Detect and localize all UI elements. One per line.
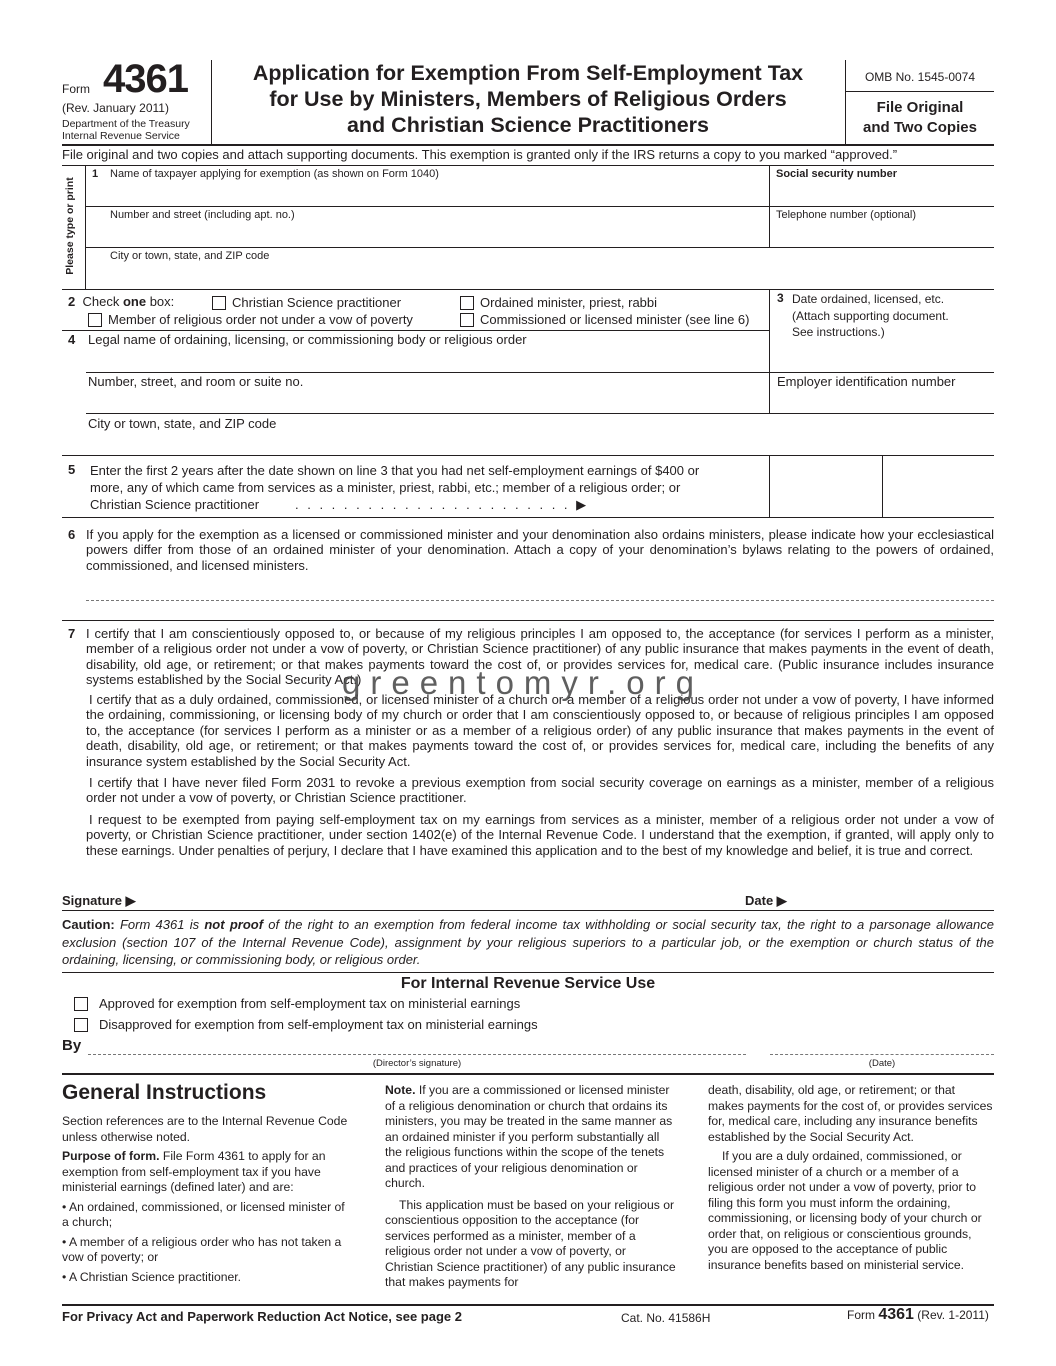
date-field[interactable]	[800, 888, 994, 910]
checkbox-ordained-minister[interactable]	[460, 296, 474, 310]
type-or-print-label: Please type or print	[64, 177, 76, 275]
option-christian-science-practitioner: Christian Science practitioner	[232, 295, 402, 310]
ordaining-body-field[interactable]	[86, 348, 769, 372]
ordaining-city-field[interactable]	[86, 432, 994, 454]
by-label: By	[62, 1037, 82, 1054]
city-label: City or town, state, and ZIP code	[110, 250, 270, 262]
file-instruction: File Original and Two Copies	[863, 99, 977, 136]
street-field[interactable]	[86, 223, 769, 247]
first-year-field[interactable]	[770, 456, 881, 516]
general-instructions-heading: General Instructions	[62, 1081, 267, 1104]
watermark: greentomyr.org	[342, 664, 704, 701]
director-signature-caption: (Director’s signature)	[372, 1058, 462, 1069]
city-field[interactable]	[86, 264, 994, 288]
instructions-column-3: death, disability, old age, or retirement; or that makes payments for the cost of, or provides services for, medical care, including any insurance benefits established by the Social Security Act. If you are a duly ordained, commissioned, or licensed minister of a church or a member of a religious order not under a vow of poverty, prior to filing this form you must inform the ordaining, commissioning, or licensing body of your church or order that, on religious or conscientious grounds, you are opposed to the acceptance of public insurance benefits based on ministerial service.	[708, 1083, 993, 1272]
certification-4: I request to be exempted from paying self-employment tax on my earnings from services as a minister, member of a religious order not under a vow of poverty, or Christian Science practitioner, under section 1402(e) of the Internal Revenue Code. I understand that the exemption, if granted, will apply only to these earnings. Under penalties of perjury, I declare that I have examined this application and to the best of my knowledge and belief, it is true and correct.	[86, 812, 994, 858]
instructions-column-1: Section references are to the Internal Revenue Code unless otherwise noted. Purpose of form. File Form 4361 to apply for an exemption from self-employment tax if you have ministerial earnings (defined later) and are: • An ordained, commissioned, or licensed minister of a church; • A member of a religious order who has not taken a vow of poverty; or • A Christian Science practitioner.	[62, 1114, 348, 1284]
form-number: 4361	[103, 57, 188, 101]
certification-3: I certify that I have never filed Form 2031 to revoke a previous exemption from social security coverage on earnings as a minister, member of a religious order not under a vow of poverty, or Christian Science practitioner.	[86, 775, 994, 806]
ordaining-street-label: Number, street, and room or suite no.	[88, 374, 304, 389]
intro-instruction: File original and two copies and attach supporting documents. This exemption is granted only if the IRS returns a copy to you marked “approved.”	[62, 147, 898, 162]
signature-label: Signature ▶	[62, 893, 136, 908]
agency: Internal Revenue Service	[62, 130, 180, 142]
ordaining-body-label: Legal name of ordaining, licensing, or commissioning body or religious order	[88, 332, 527, 347]
certification-2: I certify that as a duly ordained, commissioned, or licensed minister of a church or a member of a religious order not under a vow of poverty, I have informed the ordaining, commissioning, or licensing body of my church or order that I am conscientiously opposed to, or because of religious principles I am opposed to, the acceptance (for services I perform as a minister or as a member of a religious order) of any public insurance that makes payments in the event of death, disability, old age, or retirement; or that makes payments toward the cost of, or provides services for, medical care, including the benefits of any insurance system established by the Social Security Act.	[86, 692, 994, 769]
form-word: Form	[62, 82, 90, 96]
taxpayer-name-field[interactable]	[86, 182, 769, 206]
form-title: Application for Exemption From Self-Employment Tax for Use by Ministers, Members of Religious Orders and Christian Science Practitioners	[252, 61, 804, 137]
irs-date-caption: (Date)	[868, 1058, 896, 1069]
checkbox-approved[interactable]	[74, 997, 88, 1011]
ordaining-city-label: City or town, state, and ZIP code	[88, 416, 277, 431]
taxpayer-name-label: Name of taxpayer applying for exemption (as shown on Form 1040)	[110, 168, 439, 180]
signature-field[interactable]	[144, 888, 734, 910]
certification-1: I certify that I am conscientiously opposed to, or because of my religious principles I am opposed to, the acceptance (for services I perform as a minister, member of a religious order not under a vow of poverty, or Christian Science practitioner) of any public insurance that makes payments in the event of death, disability, old age, or retirement; or that makes payments toward the cost of, or provides services for, medical care. (Public insurance includes insurance systems established by the Social Security Act.)	[86, 626, 994, 688]
line2-instruction: 2 Check one box:	[68, 294, 175, 309]
second-year-field[interactable]	[883, 456, 994, 516]
catalog-number: Cat. No. 41586H	[621, 1311, 711, 1325]
omb-number: OMB No. 1545-0074	[864, 70, 976, 84]
checkbox-religious-order-member[interactable]	[88, 313, 102, 327]
option-commissioned-minister: Commissioned or licensed minister (see line 6)	[480, 312, 750, 327]
phone-field[interactable]	[770, 223, 994, 247]
irs-use-title: For Internal Revenue Service Use	[400, 975, 656, 992]
ssn-label: Social security number	[776, 168, 898, 180]
ordaining-street-field[interactable]	[86, 390, 769, 412]
caution-note: Caution: Form 4361 is not proof of the right to an exemption from federal income tax withholding or social security tax, the right to a parsonage allowance exclusion (section 107 of the Internal Revenue Code), assignment by your religious superiors to a particular job, or the exemption or church status of the ordaining, licensing, or commissioning body, or religious order.	[62, 917, 994, 967]
approved-label: Approved for exemption from self-employment tax on ministerial earnings	[99, 996, 521, 1011]
department: Department of the Treasury	[62, 118, 190, 130]
checkbox-commissioned-minister[interactable]	[460, 313, 474, 327]
director-signature-field[interactable]	[88, 1040, 746, 1054]
street-label: Number and street (including apt. no.)	[110, 209, 295, 221]
instructions-column-2: Note. If you are a commissioned or licensed minister of a religious denomination or church that ordains its ministers, you may be treated in the same manner as an ordained minister if you perform substantially all the religious functions within the scope of the tenets and practices of your religious denomination or church. This application must be based on your religious or conscientious opposition to the acceptance (for services performed as a minister, member of a religious order not under a vow of poverty, or Christian Science practitioner) of any public insurance that makes payments for	[385, 1083, 676, 1289]
option-religious-order-member: Member of religious order not under a vow of poverty	[108, 312, 413, 327]
date-ordained-label: Date ordained, licensed, etc. (Attach supporting document. See instructions.)	[792, 292, 949, 339]
checkbox-christian-science-practitioner[interactable]	[212, 296, 226, 310]
line5-text: Enter the first 2 years after the date shown on line 3 that you had net self-employment earnings of $400 or more, any of which came from services as a minister, priest, rabbi, etc.; member of a religious order; or Christian Science practitioner . . . . . . . . . . . . . . . . . . . . . . . ▶	[90, 463, 700, 512]
ein-label: Employer identification number	[777, 374, 956, 389]
ssn-field[interactable]	[770, 182, 994, 206]
date-label: Date ▶	[745, 893, 787, 908]
privacy-notice: For Privacy Act and Paperwork Reduction Act Notice, see page 2	[62, 1309, 462, 1324]
revision-date: (Rev. January 2011)	[62, 101, 169, 115]
date-ordained-field[interactable]	[770, 343, 994, 371]
ein-field[interactable]	[770, 390, 994, 412]
irs-date-field[interactable]	[770, 1040, 994, 1054]
option-ordained-minister: Ordained minister, priest, rabbi	[480, 295, 658, 310]
line6-answer-field[interactable]	[86, 577, 994, 599]
checkbox-disapproved[interactable]	[74, 1018, 88, 1032]
disapproved-label: Disapproved for exemption from self-employment tax on ministerial earnings	[99, 1017, 538, 1032]
phone-label: Telephone number (optional)	[776, 209, 917, 221]
footer-form-id: Form 4361 (Rev. 1-2011)	[847, 1306, 989, 1323]
line6-text: If you apply for the exemption as a licensed or commissioned minister and your denomination also ordains ministers, please indicate how your ecclesiastical powers differ from those of an ordained minister of your denomination. Attach a copy of your denomination’s bylaws relating to the powers of ordained, commissioned, and licensed ministers.	[86, 527, 994, 573]
